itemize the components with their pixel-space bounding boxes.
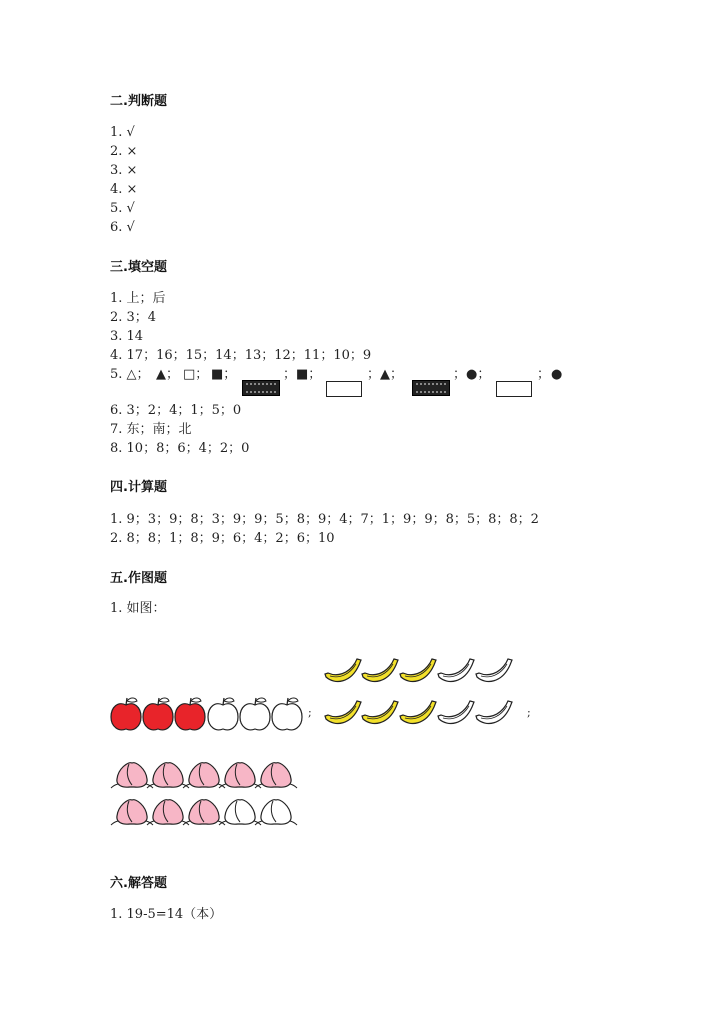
- list-item: 6. 3；2；4；1；5；0: [110, 403, 242, 418]
- q5-part: □；: [183, 367, 209, 382]
- apple-outline-icon: [272, 698, 302, 730]
- q5-part: ▲；: [380, 367, 403, 382]
- separator: ;: [308, 706, 312, 719]
- peach-outline-icon: [255, 800, 297, 825]
- list-item: 2. ×: [110, 144, 138, 159]
- q5-part: ；: [367, 367, 381, 382]
- peach-icon: [111, 800, 153, 825]
- banana-icon: [362, 659, 398, 681]
- peach-outline-icon: [219, 800, 261, 825]
- apple-icon: [111, 698, 141, 730]
- q5-part: ；: [537, 367, 551, 382]
- list-item: 1. √: [110, 125, 135, 140]
- banana-icon: [400, 659, 436, 681]
- section-title-answer: 六.解答题: [110, 876, 167, 891]
- q5-part: 5. △；: [110, 367, 150, 382]
- peach-icon: [255, 763, 297, 788]
- apple-icon: [143, 698, 173, 730]
- list-item: 5. √: [110, 201, 135, 216]
- peach-icon: [183, 763, 225, 788]
- list-item: 6. √: [110, 220, 135, 235]
- list-item: 2. 8；8；1；8；9；6；4；2；6；10: [110, 531, 335, 546]
- banana-icon: [325, 659, 361, 681]
- q5-part: ■；: [211, 367, 237, 382]
- q5-part: ●；: [466, 367, 491, 382]
- banana-outline-icon: [438, 701, 474, 723]
- section-title-judge: 二.判断题: [110, 94, 167, 109]
- peach-icon: [111, 763, 153, 788]
- list-item: 3. ×: [110, 163, 138, 178]
- banana-outline-icon: [438, 659, 474, 681]
- banana-icon: [325, 701, 361, 723]
- list-item: 2. 3；4: [110, 310, 157, 325]
- banana-icon: [362, 701, 398, 723]
- list-item: 1. 19-5=14（本）: [110, 907, 223, 922]
- section-title-draw: 五.作图题: [110, 571, 167, 586]
- list-item: 3. 14: [110, 329, 144, 344]
- banana-outline-icon: [476, 701, 512, 723]
- list-item: 1. 上；后: [110, 291, 166, 306]
- peach-icon: [183, 800, 225, 825]
- section-title-calc: 四.计算题: [110, 480, 167, 495]
- section-title-fill: 三.填空题: [110, 260, 167, 275]
- separator: ;: [527, 706, 531, 719]
- banana-icon: [400, 701, 436, 723]
- apple-outline-icon: [208, 698, 238, 730]
- q5-part: ；: [283, 367, 297, 382]
- apple-icon: [175, 698, 205, 730]
- list-item: 7. 东；南；北: [110, 422, 192, 437]
- q5-part: ；: [453, 367, 467, 382]
- list-item: 4. 17；16；15；14；13；12；11；10；9: [110, 348, 372, 363]
- apple-outline-icon: [240, 698, 270, 730]
- peach-icon: [219, 763, 261, 788]
- q5-part: ■；: [296, 367, 322, 382]
- list-item: 1. 如图：: [110, 601, 166, 616]
- peach-icon: [147, 763, 189, 788]
- q5-part: ▲；: [156, 367, 179, 382]
- list-item: 8. 10；8；6；4；2；0: [110, 441, 250, 456]
- list-item: 1. 9；3；9；8；3；9；9；5；8；9；4；7；1；9；9；8；5；8；8；2: [110, 512, 539, 527]
- banana-outline-icon: [476, 659, 512, 681]
- list-item: 4. ×: [110, 182, 138, 197]
- q5-part: ●: [551, 367, 563, 382]
- peach-icon: [147, 800, 189, 825]
